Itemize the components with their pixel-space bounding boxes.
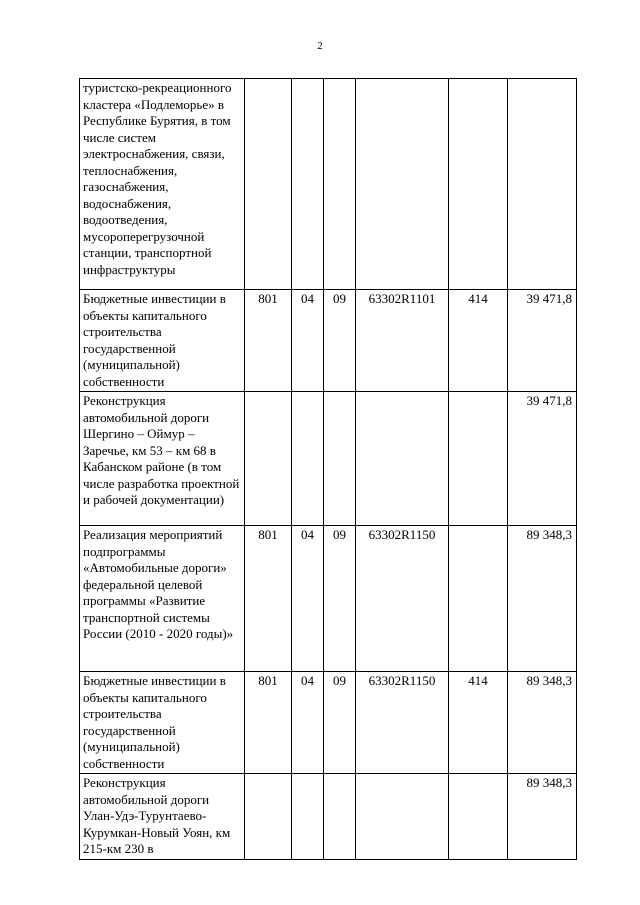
- table-row: [80, 79, 577, 290]
- gr-cell: [245, 774, 292, 860]
- vr-cell: [449, 774, 508, 860]
- cs-cell: [356, 79, 449, 290]
- table-row: [80, 672, 577, 774]
- vr-cell: [449, 392, 508, 526]
- budget-table: [79, 78, 577, 860]
- gr-cell: 801: [245, 672, 292, 774]
- cs-cell: [356, 392, 449, 526]
- vr-cell: [449, 79, 508, 290]
- row-name-cell: Реконструкция автомобильной дороги Шергино – Оймур – Заречье, км 53 – км 68 в Кабанском районе (в том числе разработка проектной и рабочей документации): [80, 392, 245, 526]
- pr-cell: [324, 392, 356, 526]
- row-name-cell: Бюджетные инвестиции в объекты капитального строительства государственной (муниципальной) собственности: [80, 672, 245, 774]
- page-number: 2: [317, 40, 323, 52]
- pr-cell: [324, 79, 356, 290]
- pr-cell: 09: [324, 672, 356, 774]
- table-row: [80, 392, 577, 526]
- row-name-cell: туристско-рекреационного кластера «Подлеморье» в Республике Бурятия, в том числе систем электроснабжения, связи, теплоснабжения, газоснабжения, водоснабжения, водоотведения, мусороперегрузочной станции, транспортной инфраструктуры: [80, 79, 245, 290]
- sum-cell: 89 348,3: [508, 672, 577, 774]
- rz-cell: 04: [292, 526, 324, 672]
- rz-cell: [292, 392, 324, 526]
- row-name-cell: Реализация мероприятий подпрограммы «Автомобильные дороги» федеральной целевой программы «Развитие транспортной системы России (2010 - 2020 годы)»: [80, 526, 245, 672]
- table-row: [80, 526, 577, 672]
- vr-cell: [449, 526, 508, 672]
- table-row: [80, 290, 577, 392]
- cs-cell: 63302R1101: [356, 290, 449, 392]
- pr-cell: 09: [324, 290, 356, 392]
- rz-cell: [292, 79, 324, 290]
- gr-cell: [245, 79, 292, 290]
- sum-cell: 89 348,3: [508, 526, 577, 672]
- row-name-cell: Реконструкция автомобильной дороги Улан-Удэ-Турунтаево-Курумкан-Новый Уоян, км 215-км 230 в: [80, 774, 245, 860]
- gr-cell: [245, 392, 292, 526]
- rz-cell: 04: [292, 290, 324, 392]
- pr-cell: [324, 774, 356, 860]
- cs-cell: [356, 774, 449, 860]
- rz-cell: 04: [292, 672, 324, 774]
- gr-cell: 801: [245, 290, 292, 392]
- gr-cell: 801: [245, 526, 292, 672]
- cs-cell: 63302R1150: [356, 672, 449, 774]
- sum-cell: [508, 79, 577, 290]
- sum-cell: 89 348,3: [508, 774, 577, 860]
- table-row: [80, 774, 577, 860]
- sum-cell: 39 471,8: [508, 392, 577, 526]
- vr-cell: 414: [449, 290, 508, 392]
- row-name-cell: Бюджетные инвестиции в объекты капитального строительства государственной (муниципальной) собственности: [80, 290, 245, 392]
- rz-cell: [292, 774, 324, 860]
- pr-cell: 09: [324, 526, 356, 672]
- vr-cell: 414: [449, 672, 508, 774]
- sum-cell: 39 471,8: [508, 290, 577, 392]
- cs-cell: 63302R1150: [356, 526, 449, 672]
